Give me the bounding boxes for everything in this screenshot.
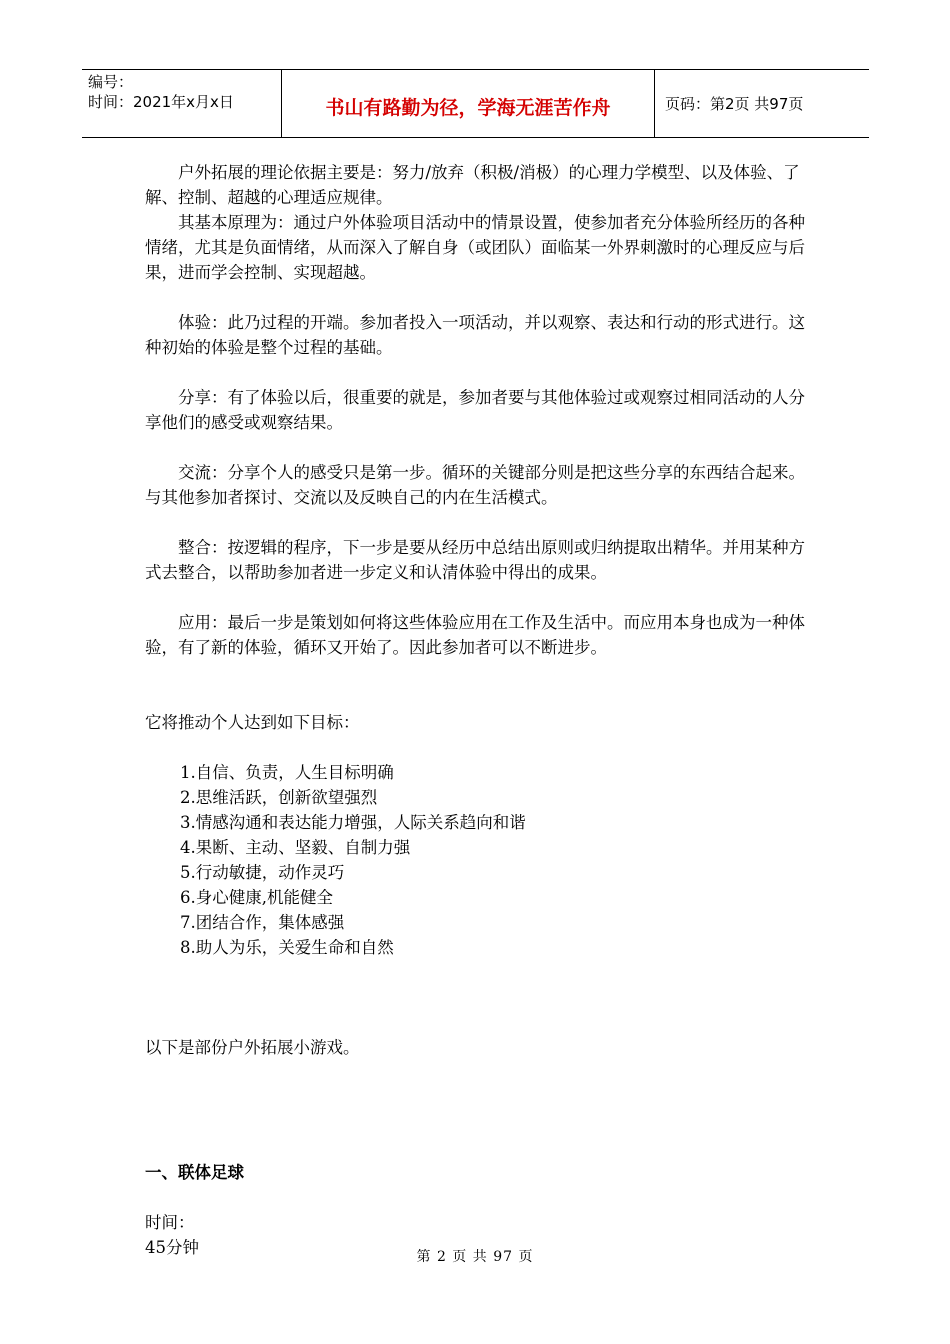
header-page-label: 页码：第2页 共97页 <box>665 95 804 113</box>
list-item: 6.身心健康,机能健全 <box>180 888 333 907</box>
list-item: 3.情感沟通和表达能力增强，人际关系趋向和谐 <box>180 813 526 832</box>
paragraph-share: 分享：有了体验以后，很重要的就是，参加者要与其他体验过或观察过相同活动的人分享他们的感受或观察结果。 <box>145 388 805 432</box>
list-item: 5.行动敏捷，动作灵巧 <box>180 863 345 882</box>
doc-date-label: 时间：2021年x月x日 <box>88 93 234 111</box>
goals-list <box>145 760 817 960</box>
section-title: 一、联体足球 <box>145 1163 244 1182</box>
time-value: 45分钟 <box>145 1238 199 1257</box>
list-item: 4.果断、主动、坚毅、自制力强 <box>180 838 411 857</box>
games-intro: 以下是部份户外拓展小游戏。 <box>145 1038 360 1057</box>
list-item: 1.自信、负责，人生目标明确 <box>180 763 394 782</box>
time-label: 时间： <box>145 1213 195 1232</box>
doc-number-label: 编号： <box>88 73 134 91</box>
goals-intro: 它将推动个人达到如下目标： <box>145 713 360 732</box>
paragraph-principle: 其基本原理为：通过户外体验项目活动中的情景设置，使参加者充分体验所经历的各种情绪，尤其是负面情绪，从而深入了解自身（或团队）面临某一外界刺激时的心理反应与后果，进而学会控制、实现超越。 <box>145 213 805 282</box>
list-item: 2.思维活跃，创新欲望强烈 <box>180 788 378 807</box>
page-header <box>82 69 869 138</box>
document-body <box>145 160 817 1260</box>
paragraph-experience: 体验：此乃过程的开端。参加者投入一项活动，并以观察、表达和行动的形式进行。这种初始的体验是整个过程的基础。 <box>145 313 805 357</box>
paragraph-theory: 户外拓展的理论依据主要是：努力/放弃（积极/消极）的心理力学模型、以及体验、了解、控制、超越的心理适应规律。 <box>145 163 800 207</box>
list-item: 8.助人为乐，关爱生命和自然 <box>180 938 394 957</box>
paragraph-communicate: 交流：分享个人的感受只是第一步。循环的关键部分则是把这些分享的东西结合起来。与其他参加者探讨、交流以及反映自己的内在生活模式。 <box>145 463 805 507</box>
header-motto: 书山有路勤为径，学海无涯苦作舟 <box>282 70 655 137</box>
header-info <box>82 70 282 137</box>
page-footer: 第 2 页 共 97 页 <box>416 1249 534 1265</box>
paragraph-integrate: 整合：按逻辑的程序，下一步是要从经历中总结出原则或归纳提取出精华。并用某种方式去整合，以帮助参加者进一步定义和认清体验中得出的成果。 <box>145 538 805 582</box>
paragraph-apply: 应用：最后一步是策划如何将这些体验应用在工作及生活中。而应用本身也成为一种体验，有了新的体验，循环又开始了。因此参加者可以不断进步。 <box>145 613 805 657</box>
list-item: 7.团结合作，集体感强 <box>180 913 345 932</box>
